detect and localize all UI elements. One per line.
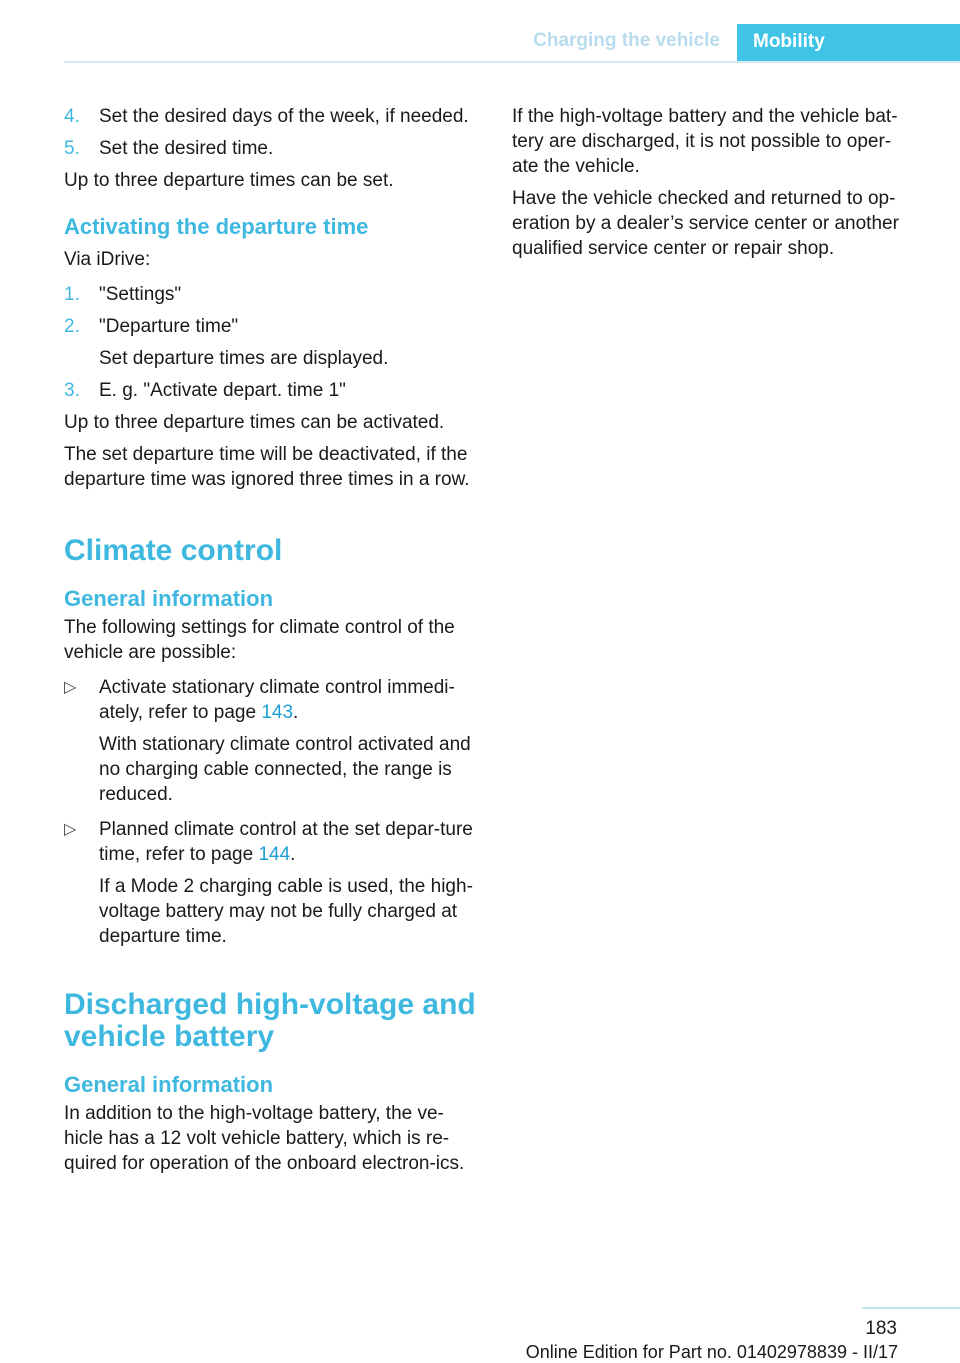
heading-discharged-battery: Discharged high-voltage and vehicle battery [64,988,476,1053]
step-number: 1. [64,284,80,305]
triangle-bullet-icon: ▷ [64,679,77,696]
paragraph: If the high-voltage battery and the vehicle bat‐tery are discharged, it is not possible to oper‐ate the vehicle. [512,106,898,177]
step-number: 5. [64,138,80,159]
triangle-bullet-icon: ▷ [64,821,77,838]
edition-note: Online Edition for Part no. 01402978839 - II/17 [525,1342,898,1362]
step-text: "Settings" [99,284,182,305]
heading-general-information: General information [64,586,274,611]
page-number: 183 [865,1318,897,1339]
step-text: Set the desired days of the week, if needed. [99,106,469,127]
step-number: 4. [64,106,80,127]
step-item [64,104,479,129]
paragraph: The set departure time will be deactivated, if the departure time was ignored three times in a row. [64,444,470,490]
bullet-subtext: If a Mode 2 charging cable is used, the high-voltage battery may not be fully charged at departure time. [99,876,473,947]
paragraph: Up to three departure times can be set. [64,170,394,191]
page-link-144[interactable]: 144 [258,844,291,865]
bullet-item: ▷ Planned climate control at the set depar‐ture time, refer to page 144. [64,819,473,865]
left-column [64,104,479,1183]
step-subtext: Set departure times are displayed. [99,348,389,369]
header-divider [64,61,960,63]
paragraph: In addition to the high-voltage battery, the ve‐hicle has a 12 volt vehicle battery, which is re‐quired for operation of the onboard electron‐ics. [64,1103,465,1174]
step-number: 3. [64,380,80,401]
bullet-text: Activate stationary climate control immedi‐ately, refer to page [99,677,455,723]
bullet-text: Planned climate control at the set depar‐ture time, refer to page [99,819,473,865]
header-section-title: Charging the vehicle [533,30,720,51]
heading-climate-control: Climate control [64,534,283,567]
step-text: E. g. "Activate depart. time 1" [99,380,346,401]
paragraph: Up to three departure times can be activated. [64,412,445,433]
step-text: Set the desired time. [99,138,274,159]
page-link-143[interactable]: 143 [261,702,294,723]
step-item [64,314,479,339]
paragraph: The following settings for climate control of the vehicle are possible: [64,617,455,663]
bullet-subtext: With stationary climate control activated and no charging cable connected, the range is reduced. [99,734,471,805]
heading-general-information: General information [64,1072,274,1097]
bullet-item: ▷ Activate stationary climate control immedi‐ately, refer to page 143. [64,677,455,723]
heading-activating-departure-time: Activating the departure time [64,214,369,239]
right-column [512,104,917,268]
paragraph: Via iDrive: [64,249,151,270]
header-chapter-tab [737,24,960,62]
step-item [64,282,479,307]
footer-divider [862,1307,960,1309]
step-item [64,378,479,403]
step-number: 2. [64,316,80,337]
paragraph: Have the vehicle checked and returned to op‐eration by a dealer’s service center or another qualified service center or repair shop. [512,188,899,259]
step-item [64,136,479,161]
header-chapter-label: Mobility [753,31,825,52]
step-text: "Departure time" [99,316,239,337]
